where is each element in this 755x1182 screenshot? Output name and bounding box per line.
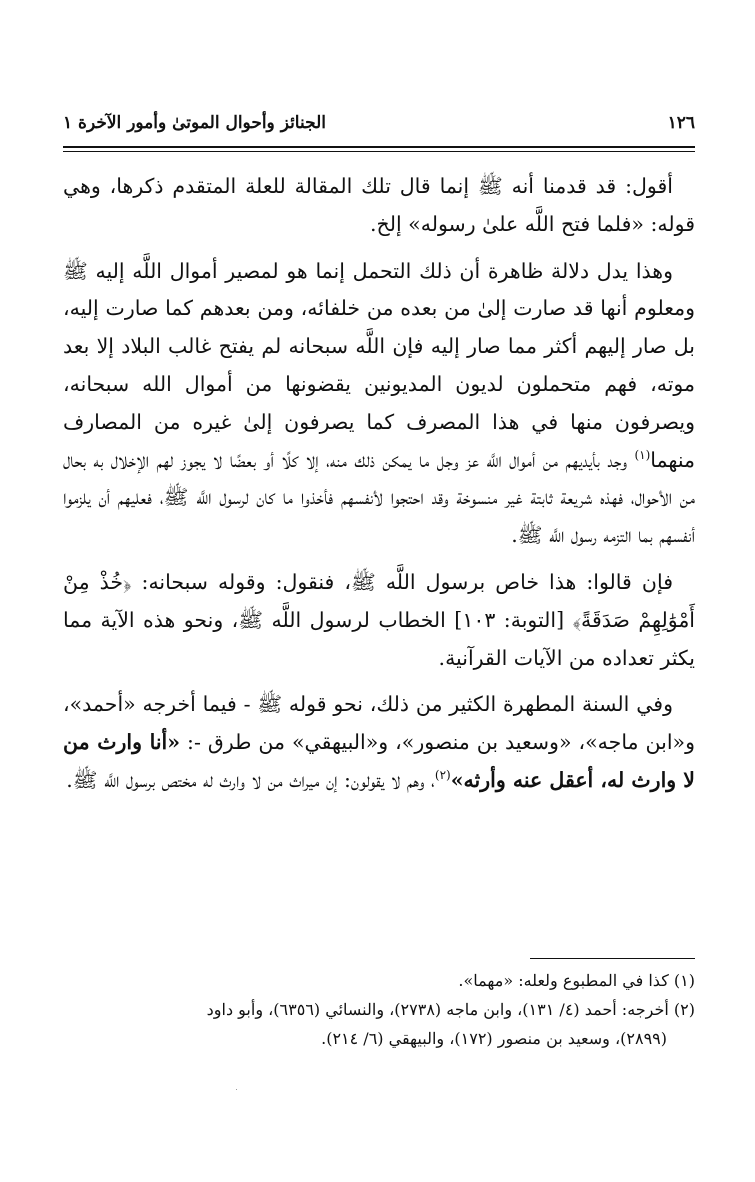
paragraph-4 [63,686,695,799]
footnote-2-line-1: (٢) أخرجه: أحمد (٤/ ١٣١)، وابن ماجه (٢٧٣٨)، والنسائي (٦٣٥٦)، وأبو داود [206,1000,695,1019]
paragraph-2-part-1: وهذا يدل دلالة ظاهرة أن ذلك التحمل إنما هو لمصير أموال اللَّه إليه ﷺ ومعلوم أنها قد صارت إلىٰ من بعده من خلفائه، ومن بعدهم كما صارت إليه، بل صار إليهم أكثر مما صار إليه فإن اللَّه سبحانه لم يفتح غالب البلاد إلا بعد موته، فهم متحملون لديون المديونين يقضونها من أموال الله سبحانه، ويصرفون منها في هذا المصرف كما يصرفون إلىٰ غيره من المصارف منهما [63,258,696,472]
header-rule-thin [63,151,695,152]
header-rule-thick [63,146,695,148]
paragraph-4-intro: وفي السنة المطهرة الكثير من ذلك، نحو قوله ﷺ - فيما أخرجه «أحمد»، و«ابن ماجه»، «وسعيد بن منصور»، و«البيهقي» من طرق -: [63,692,695,755]
hadith-quote: «أنا وارث من لا وارث له، أعقل عنه وأرثه» [63,730,695,792]
footnotes [63,966,695,1053]
paragraph-3: فإن قالوا: هذا خاص برسول اللَّه ﷺ، فنقول: وقوله سبحانه: ﴿خُذْ مِنْ أَمْوَٰلِهِمْ صَدَقَةً﴾ [التوبة: ١٠٣] الخطاب لرسول اللَّه ﷺ، ونحو هذه الآية مما يكثر تعداده من الآيات القرآنية. [63,569,696,670]
running-title: الجنائز وأحوال الموتىٰ وأمور الآخرة ١ [63,113,326,133]
footnote-2-line-2: (٢٨٩٩)، وسعيد بن منصور (١٧٢)، والبيهقي (٦/ ٢١٤). [321,1029,667,1048]
paragraph-4-end: ، وهم لا يقولون: إن ميراث من لا وارث له مختص برسول اللَّه ﷺ. [66,767,435,792]
running-header [63,113,695,143]
paragraph-2 [63,253,695,555]
footnote-ref-2[interactable]: (٢) [434,768,451,783]
main-text [63,168,695,809]
footnote-ref-1[interactable]: (١) [634,447,651,462]
paragraph-1: أقول: قد قدمنا أنه ﷺ إنما قال تلك المقالة للعلة المتقدم ذكرها، وهي قوله: «فلما فتح اللَّه علىٰ رسوله» إلخ. [63,174,695,236]
paragraph-2-part-2: وجد بأيديهم من أموال اللَّه عز وجل ما يمكن ذلك منه، إلا كلًا أو بعضًا لا يجوز لهم الإخلال به بحال من الأحوال، فهذه شريعة ثابتة غير منسوخة وقد احتجوا لأنفسهم فأخذوا ما كان لرسول اللَّه ﷺ، فعليهم أن يلزموا أنفسهم بما التزمه رسول اللَّه ﷺ. [63,447,695,548]
scan-speck [236,1089,237,1090]
page-number: ١٢٦ [667,113,695,133]
footnote-1: (١) كذا في المطبوع ولعله: «مهما». [458,971,695,990]
footnote-separator [530,958,695,959]
